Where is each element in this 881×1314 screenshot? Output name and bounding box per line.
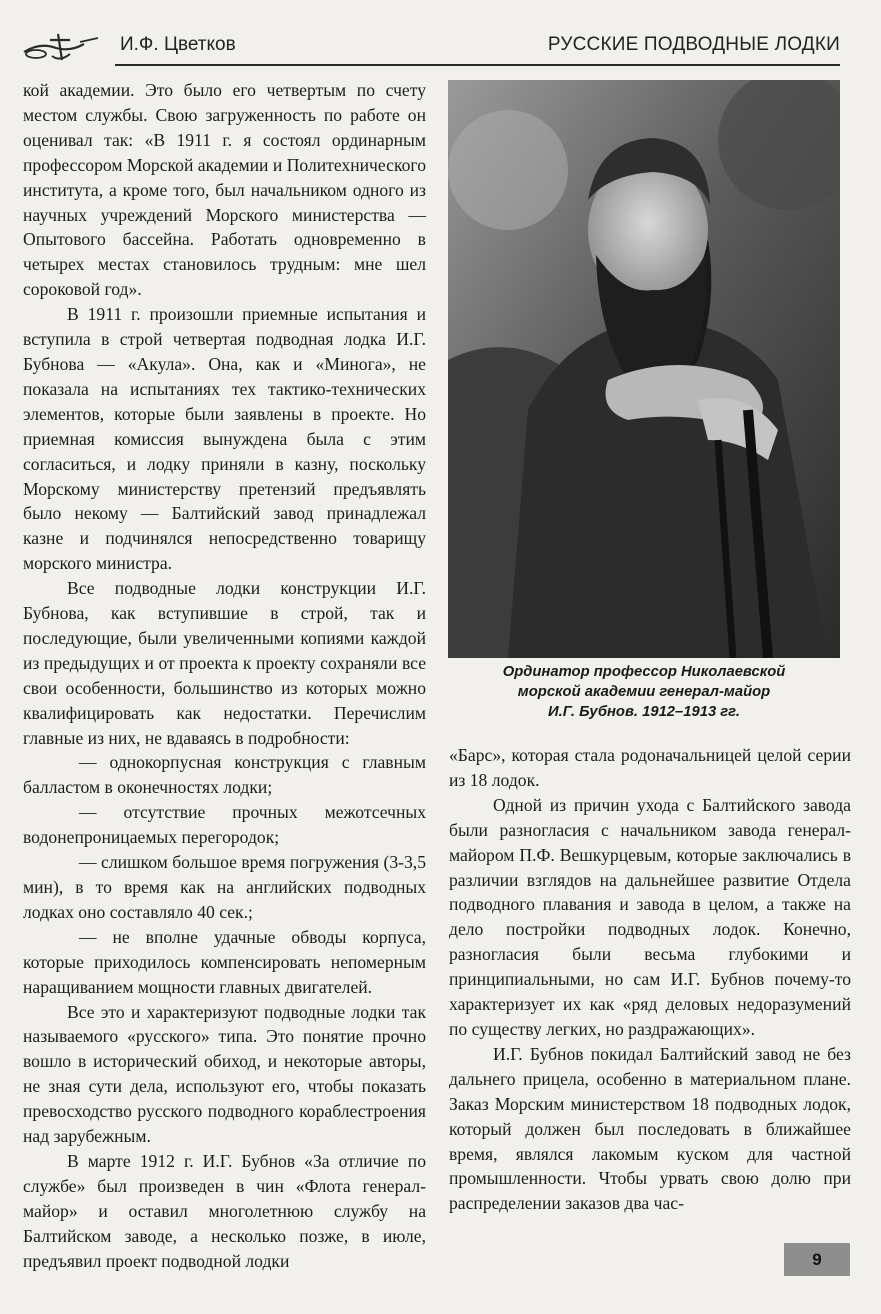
paragraph: И.Г. Бубнов покидал Балтийский завод не без дальнего прицела, особенно в материальном плане. Заказ Морским министерством 18 подводных лодок, который должен был последовать в ближайшее время, являлся лакомым куском для частной промышленности. Чтобы урвать свою долю при распределении заказов два час- [449, 1043, 851, 1214]
running-header [20, 28, 840, 70]
anchor-logo-icon [20, 30, 102, 64]
paragraph: Все подводные лодки конструкции И.Г. Бубнова, как вступившие в строй, так и последующие, были увеличенными копиями каждой из предыдущих и от проекта к проекту сохраняли все свои особенности, большинство из которых можно квалифицировать как недостатки. Перечислим главные из них, не вдаваясь в подробности: [23, 578, 426, 748]
list-item: — слишком большое время погружения (3-3,5 мин), в то время как на английских подводных лодках оно составляло 40 сек.; [23, 852, 426, 922]
list-item: — однокорпусная конструкция с главным балластом в оконечностях лодки; [23, 752, 426, 798]
photo-caption [448, 662, 840, 722]
paragraph: Одной из причин ухода с Балтийского завода были разногласия с начальником завода генерал-майором П.Ф. Вешкурцевым, которые заключались в различии взглядов на дальнейшее развитие Отдела подводного плавания и завода в целом, а также на дело постройки подводных лодок. Конечно, разногласия были весьма глубокими и принципиальными, но сам И.Г. Бубнов почему-то характеризует их как «ряд деловых недоразумений по существу легких, но раздражающих». [449, 794, 851, 1039]
right-column [449, 743, 851, 1216]
paragraph: В 1911 г. произошли приемные испытания и вступила в строй четвертая подводная лодка И.Г. Бубнова — «Акула». Она, как и «Минога», не показала на испытаниях тех тактико-технических элементов, которые были заявлены в проекте. Но приемная комиссия вынуждена была с этим согласиться, и лодку приняли в казну, поскольку Морскому министерству претензий предъявлять было некому — Балтийский завод принадлежал казне и подчинялся непосредственно товарищу морского министра. [23, 304, 426, 574]
paragraph: «Барс», которая стала родоначальницей целой серии из 18 лодок. [449, 745, 851, 790]
header-rule [115, 64, 840, 66]
paragraph: В марте 1912 г. И.Г. Бубнов «За отличие по службе» был произведен в чин «Флота генерал-майор» и оставил многолетнюю службу на Балтийском заводе, а несколько позже, в июле, предъявил проект подводной лодки [23, 1150, 426, 1271]
series-title: РУССКИЕ ПОДВОДНЫЕ ЛОДКИ [547, 34, 840, 55]
caption-line: морской академии генерал-майор [517, 684, 771, 700]
caption-line: И.Г. Бубнов. 1912–1913 гг. [548, 704, 740, 720]
portrait-photo [448, 80, 840, 658]
paragraph: кой академии. Это было его четвертым по счету местом службы. Свою загруженность по работе он оценивал так: «В 1911 г. я состоял ординарным профессором Морской академии и Политехнического института, а кроме того, был начальником одного из научных учреждений Морского министерства — Опытового бассейна. Работать одновременно в четырех местах становилось трудным: мне шел сороковой год». [23, 80, 426, 300]
left-column [23, 78, 426, 1274]
page-number: 9 [784, 1243, 850, 1276]
list-item: — отсутствие прочных межотсечных водонепроницаемых перегородок; [23, 802, 426, 848]
caption-line: Ординатор профессор Николаевской [502, 664, 786, 680]
author-name: И.Ф. Цветков [120, 34, 236, 55]
paragraph: Все это и характеризуют подводные лодки так называемого «русского» типа. Это понятие прочно вошло в исторический обиход, и некоторые авторы, не зная сути дела, используют его, чтобы показать превосходство русского подводного кораблестроения над зарубежным. [23, 1001, 426, 1147]
list-item: — не вполне удачные обводы корпуса, которые приходилось компенсировать непомерным наращиванием мощности главных двигателей. [23, 926, 426, 997]
